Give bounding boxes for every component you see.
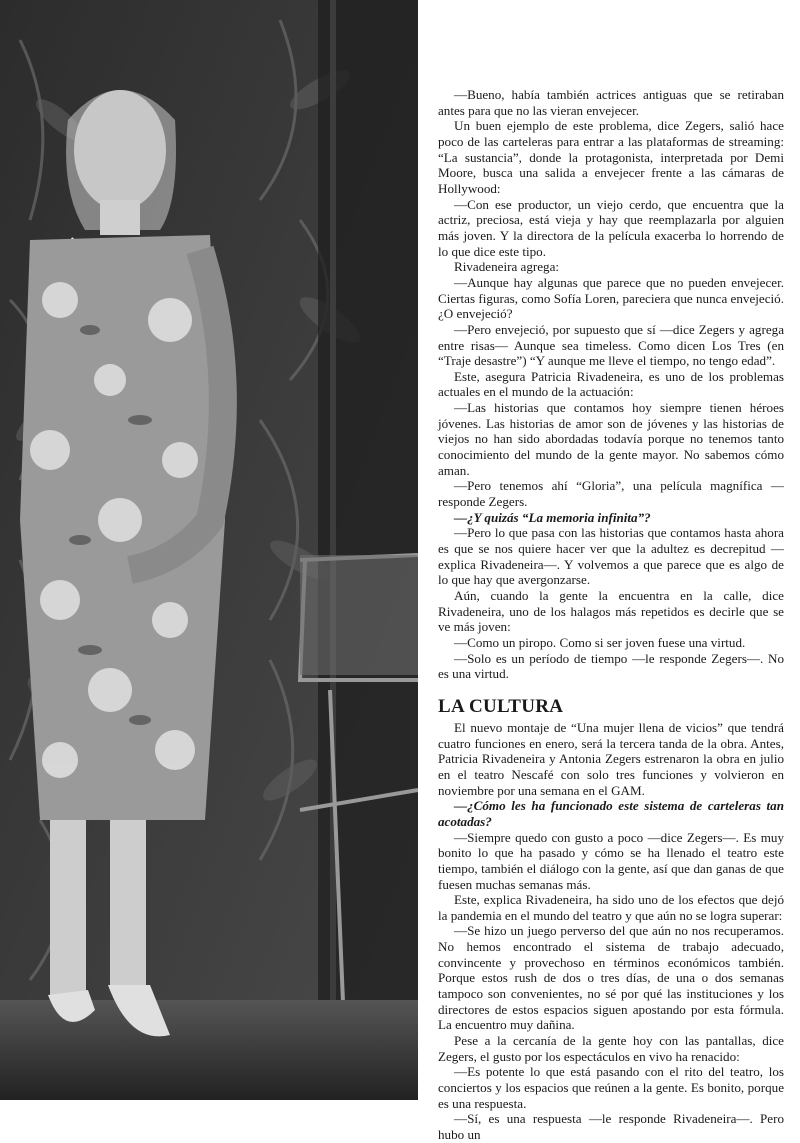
interview-question: —¿Y quizás “La memoria infinita”?: [454, 509, 651, 525]
article-paragraph: —Pero lo que pasa con las historias que contamos hasta ahora es que se nos quiere hacer ver que la adultez es decrepitud —explica Rivadeneira—. Y volvemos a que parece que es algo de lo que hay que avergonzarse.: [438, 525, 784, 588]
article-body-part-2: [438, 720, 784, 1143]
article-paragraph: —Con ese productor, un viejo cerdo, que encuentra que la actriz, preciosa, está vieja y hay que reemplazarla por alguien más joven. Y la directora de la película exacerba lo horrendo de lo que dice este tipo.: [438, 196, 784, 259]
article-paragraph: —Es potente lo que está pasando con el rito del teatro, los conciertos y los espacios que reúnen a la gente. Es bonito, porque es una respuesta.: [438, 1064, 784, 1111]
article-paragraph: Aún, cuando la gente la encuentra en la calle, dice Rivadeneira, uno de los halagos más repetidos es decirle que se ve más joven:: [438, 588, 784, 635]
article-paragraph: —Sí, es una respuesta —le responde Rivadeneira—. Pero hubo un: [438, 1111, 784, 1142]
article-paragraph: Un buen ejemplo de este problema, dice Zegers, salió hace poco de las carteleras para entrar a las plataformas de streaming: “La sustancia”, donde la protagonista, interpretada por Demi Moore, busca una salida a envejecer frente a las cámaras de Hollywood:: [438, 118, 784, 196]
article-paragraph: —Pero tenemos ahí “Gloria”, una película magnífica —responde Zegers.: [438, 478, 784, 510]
article-paragraph: —Se hizo un juego perverso del que aún no nos recuperamos. No hemos encontrado el sistema de trabajo adecuado, convincente y provechoso en términos económicos también. Porque estos rush de dos o tres días, de una o dos semanas tampoco son convenientes, no sé por qué las instituciones y los directores de estos espacios siguen apostando por esta fórmula. La encuentro muy dañina.: [438, 923, 784, 1033]
article-paragraph: —Aunque hay algunas que parece que no pueden envejecer. Ciertas figuras, como Sofía Loren, pareciera que nunca envejeció. ¿O envejeció?: [438, 274, 784, 322]
article-body-part-1: [438, 87, 784, 682]
article-paragraph: —Siempre quedo con gusto a poco —dice Zegers—. Es muy bonito lo que ha pasado y cómo se ha llenado el teatro este tiempo, también el diálogo con la gente, así que dan ganas de que fuesen muchas semanas más.: [438, 829, 784, 892]
interview-question: —¿Cómo les ha funcionado este sistema de carteleras tan acotadas?: [438, 798, 784, 829]
article-paragraph: —Solo es un período de tiempo —le responde Zegers—. No es una virtud.: [438, 650, 784, 682]
article-paragraph: Este, explica Rivadeneira, ha sido uno de los efectos que dejó la pandemia en el mundo del teatro y que aún no se logra superar:: [438, 892, 784, 923]
article-paragraph: —Bueno, había también actrices antiguas que se retiraban antes para que no las vieran envejecer.: [438, 87, 784, 118]
article-paragraph: —Como un piropo. Como si ser joven fuese una virtud.: [454, 634, 746, 650]
section-heading: LA CULTURA: [438, 695, 564, 717]
article-paragraph: —Las historias que contamos hoy siempre tienen héroes jóvenes. Las historias de amor son de jóvenes y las historias de viejos no han sido abordadas todavía porque no tenemos tanto conocimiento del mundo de la gente mayor. No sabemos cómo aman.: [438, 400, 784, 478]
article-paragraph: El nuevo montaje de “Una mujer llena de vicios” que tendrá cuatro funciones en enero, será la tercera tanda de la obra. Antes, Patricia Rivadeneira y Antonia Zegers estrenaron la obra en julio en el teatro Nescafé con solo tres funciones y volvieron en noviembre por una semana en el GAM.: [438, 719, 784, 798]
article-paragraph: Rivadeneira agrega:: [454, 259, 560, 275]
article-paragraph: —Pero envejeció, por supuesto que sí —dice Zegers y agrega entre risas— Aunque sea timeless. Como dicen Los Tres (en “Traje desastre”) “Y aunque me lleve el tiempo, no tengo edad”.: [438, 321, 784, 369]
article-column: [438, 87, 784, 1143]
article-paragraph: Pese a la cercanía de la gente hoy con las pantallas, dice Zegers, el gusto por los espectáculos en vivo ha renacido:: [438, 1033, 784, 1064]
article-paragraph: Este, asegura Patricia Rivadeneira, es uno de los problemas actuales en el mundo de la actuación:: [438, 368, 784, 400]
